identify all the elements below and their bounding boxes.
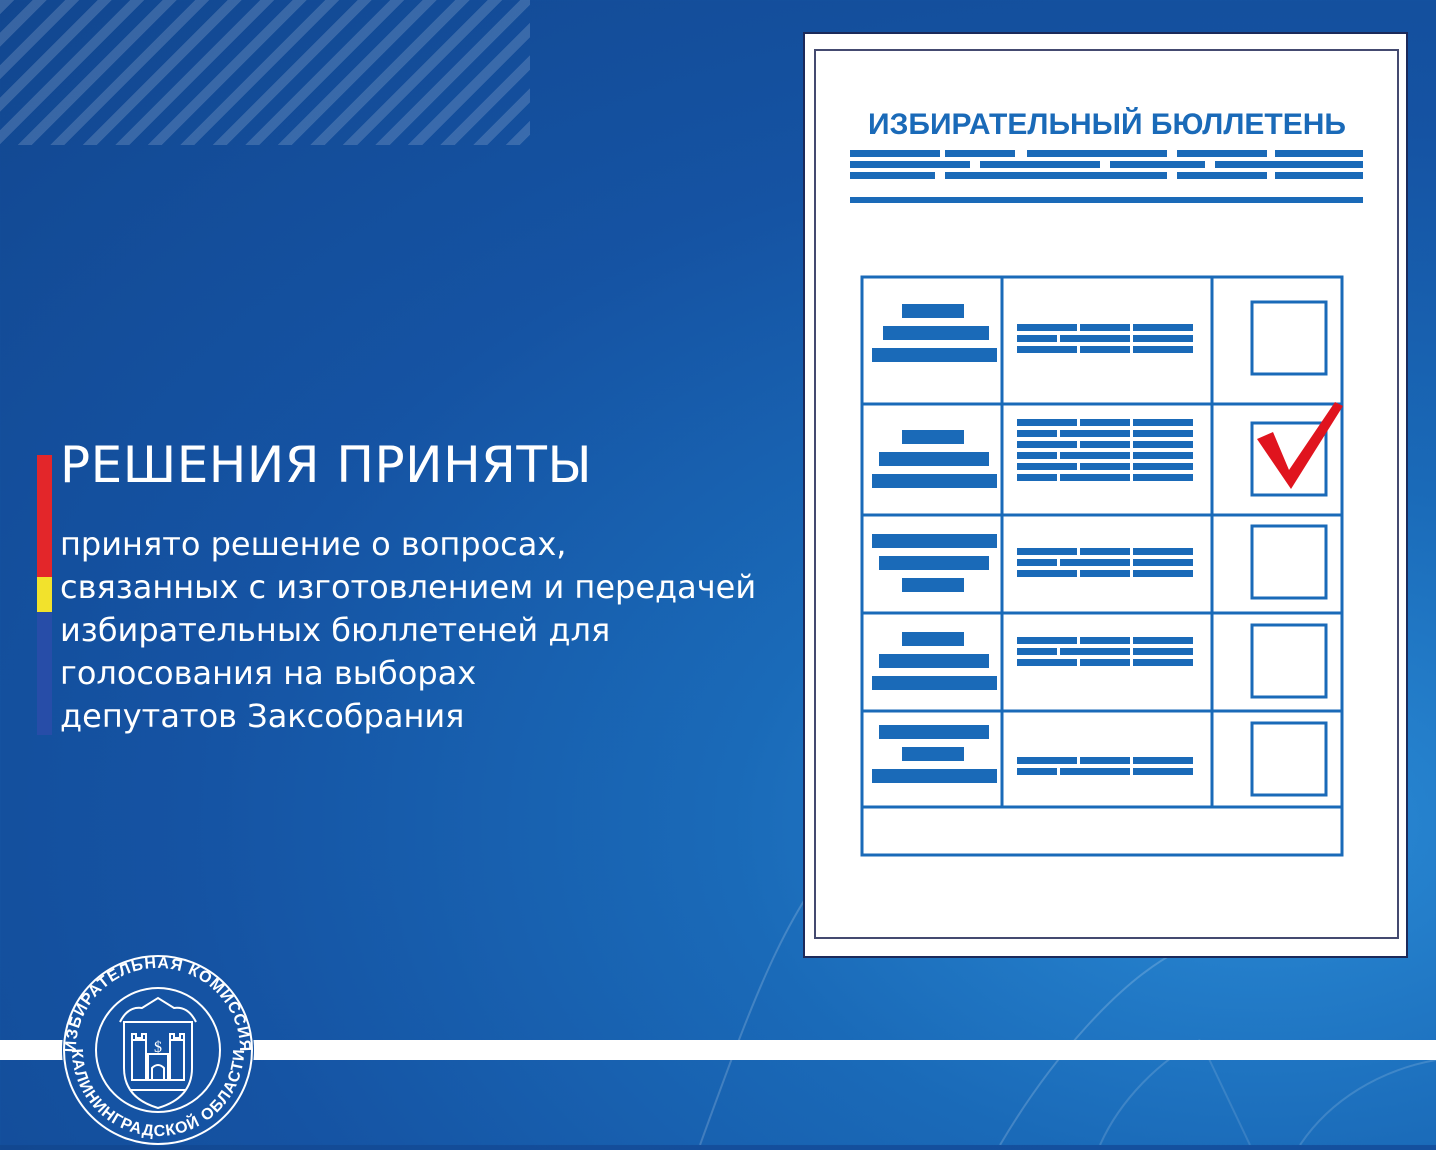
- seal-text-bottom: КАЛИНИНГРАДСКОЙ ОБЛАСТИ: [67, 1048, 249, 1141]
- ballot-illustration: [803, 32, 1408, 958]
- body-text: [60, 523, 820, 738]
- commission-seal-logo: [58, 950, 258, 1150]
- body-line: принято решение о вопросах,: [60, 525, 567, 563]
- check-mark-icon: [1257, 402, 1343, 489]
- accent-bar: [37, 455, 52, 735]
- ballot-row-1: [872, 302, 1326, 374]
- seal-text-top: ИЗБИРАТЕЛЬНАЯ КОМИССИЯ: [62, 954, 254, 1053]
- body-line: связанных с изготовлением и передачей: [60, 568, 757, 606]
- body-line: избирательных бюллетеней для: [60, 611, 611, 649]
- ballot-row-5: [872, 723, 1326, 795]
- body-line: депутатов Заксобрания: [60, 697, 465, 735]
- ballot-title: ИЗБИРАТЕЛЬНЫЙ БЮЛЛЕТЕНЬ: [868, 108, 1346, 141]
- ballot-graphic: [805, 34, 1406, 956]
- headline: РЕШЕНИЯ ПРИНЯТЫ: [60, 436, 593, 494]
- ballot-row-3: [872, 526, 1326, 598]
- ballot-row-2: [872, 419, 1326, 495]
- body-line: голосования на выборах: [60, 654, 477, 692]
- ballot-row-4: [872, 625, 1326, 697]
- ballot-header-lines: [850, 150, 1363, 203]
- svg-text:$: $: [154, 1039, 162, 1056]
